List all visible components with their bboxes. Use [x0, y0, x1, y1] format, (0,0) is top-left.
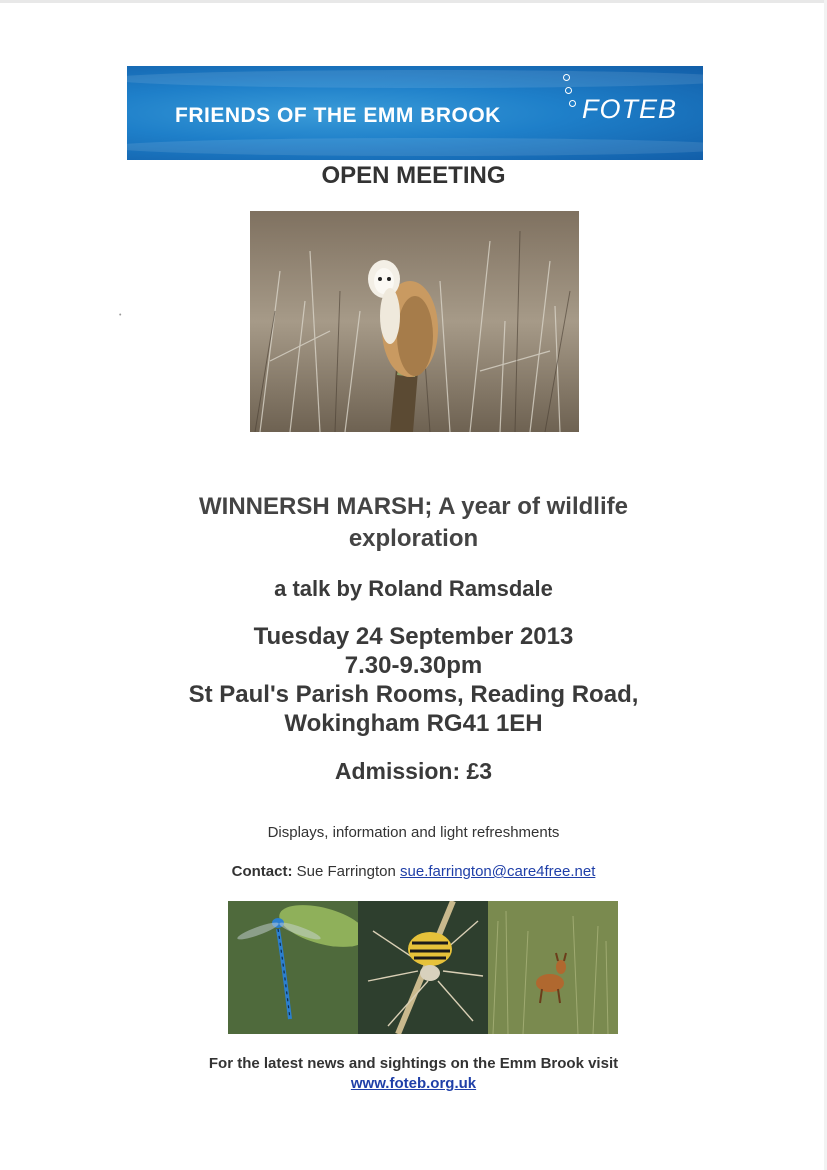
- admission-price: Admission: £3: [334, 758, 493, 784]
- event-details: [0, 622, 827, 738]
- barn-owl-photo: [250, 211, 579, 432]
- footer-text: For the latest news and sightings on the Emm Brook visit: [208, 1055, 619, 1072]
- bubble-icon: [565, 87, 572, 94]
- wasp-spider-photo: [358, 901, 488, 1034]
- contact-email-link[interactable]: sue.farrington@care4free.net: [400, 863, 596, 880]
- scan-speck: •: [119, 312, 122, 319]
- speaker: a talk by Roland Ramsdale: [274, 576, 553, 601]
- barn-owl-illustration: [250, 211, 579, 432]
- damselfly-photo: [228, 901, 358, 1034]
- foteb-logo: FOTEB: [582, 94, 678, 124]
- event-venue-line2: Wokingham RG41 1EH: [284, 710, 543, 737]
- website-link[interactable]: www.foteb.org.uk: [350, 1075, 477, 1092]
- banner-title: FRIENDS OF THE EMM BROOK: [175, 104, 501, 127]
- bubble-icon: [563, 74, 570, 81]
- roe-deer-illustration: [488, 901, 618, 1034]
- bubble-icon: [569, 100, 576, 107]
- banner-wave: [127, 138, 703, 156]
- talk-title-line2: exploration: [348, 525, 479, 552]
- contact-label: Contact:: [231, 863, 293, 880]
- event-venue-line1: St Paul's Parish Rooms, Reading Road,: [188, 681, 639, 708]
- header-banner: [127, 66, 703, 160]
- contact-name: Sue Farrington: [296, 863, 396, 880]
- event-date: Tuesday 24 September 2013: [253, 623, 574, 650]
- wasp-spider-illustration: [358, 901, 488, 1034]
- talk-title-line1: WINNERSH MARSH; A year of wildlife: [199, 493, 628, 520]
- event-time: 7.30-9.30pm: [344, 652, 483, 679]
- page-title: OPEN MEETING: [321, 162, 506, 189]
- scan-edge-top: [0, 0, 827, 3]
- talk-title: [0, 491, 827, 555]
- damselfly-illustration: [228, 901, 358, 1034]
- contact-line: [0, 863, 827, 880]
- roe-deer-photo: [488, 901, 618, 1034]
- extras-text: Displays, information and light refreshments: [267, 824, 560, 841]
- banner-wave: [127, 70, 703, 88]
